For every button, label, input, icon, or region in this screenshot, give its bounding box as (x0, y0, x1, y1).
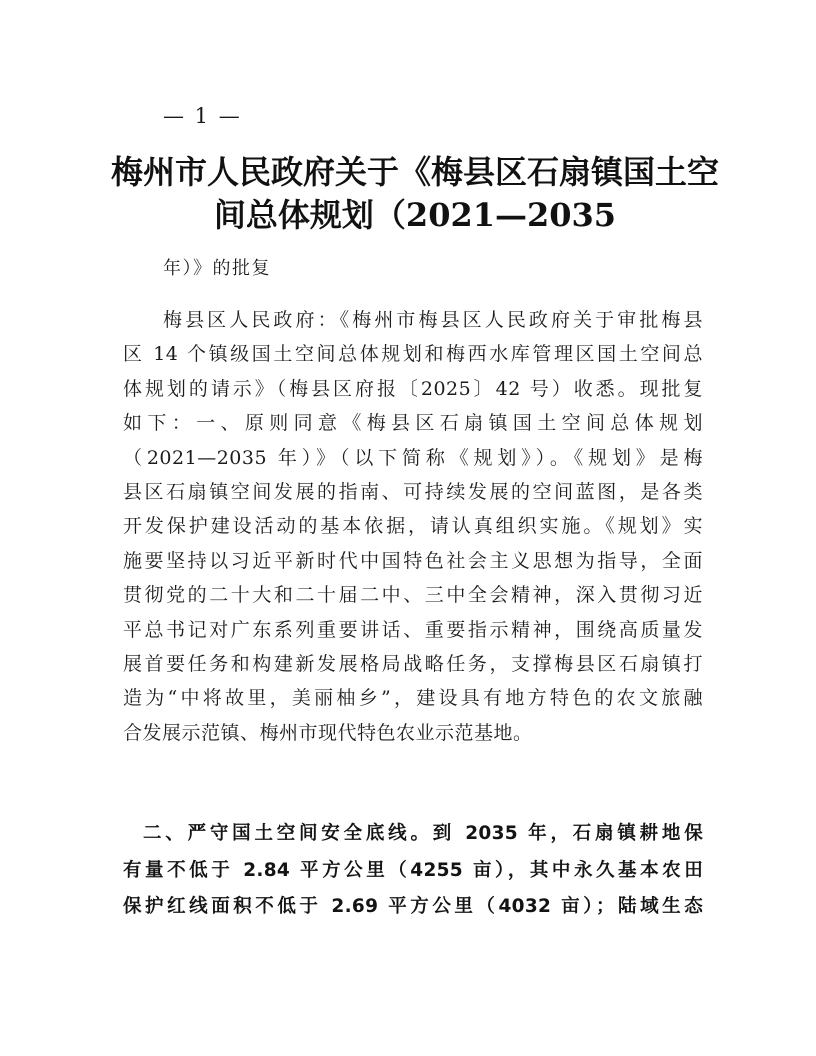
document-title-tail: 年）》的批复 (163, 258, 271, 279)
body-paragraph (123, 303, 703, 750)
body-line: 如下：一、原则同意《梅县区石扇镇国土空间总体规划 (123, 412, 703, 435)
body-line: 合发展示范镇、梅州市现代特色农业示范基地。 (123, 721, 533, 744)
document-title-line-1: 梅州市人民政府关于《梅县区石扇镇国土空 (110, 153, 719, 191)
body-line: 展首要任务和构建新发展格局战略任务，支撑梅县区石扇镇打 (123, 652, 703, 675)
page-number: — 1 — (163, 104, 242, 128)
body-line: 造为“中将故里，美丽柚乡”，建设具有地方特色的农文旅融 (123, 687, 703, 710)
document-title-line-2: 间总体规划（2021—2035 (213, 196, 617, 234)
body-line: 县区石扇镇空间发展的指南、可持续发展的空间蓝图，是各类 (123, 480, 703, 503)
body-line: 施要坚持以习近平新时代中国特色社会主义思想为指导，全面 (123, 549, 703, 572)
body-line: 开发保护建设活动的基本依据，请认真组织实施。《规划》实 (123, 515, 703, 538)
body-line: 贯彻党的二十大和二十届二中、三中全会精神，深入贯彻习近 (123, 584, 703, 607)
section-2-line: 二、严守国土空间安全底线。到 2035 年，石扇镇耕地保 (143, 823, 703, 844)
section-2-line: 保护红线面积不低于 2.69 平方公里（4032 亩）；陆域生态 (123, 896, 703, 917)
body-line: 梅县区人民政府：《梅州市梅县区人民政府关于审批梅县 (163, 309, 703, 331)
body-line: 平总书记对广东系列重要讲话、重要指示精神，围绕高质量发 (123, 618, 703, 641)
section-2-paragraph (123, 816, 703, 926)
body-line: （2021—2035 年）》（以下简称《规划》）。《规划》是梅 (123, 446, 703, 469)
body-line: 体规划的请示》（梅县区府报〔2025〕42 号）收悉。现批复 (123, 377, 703, 400)
section-2-line: 有量不低于 2.84 平方公里（4255 亩），其中永久基本农田 (123, 859, 703, 881)
body-line: 区 14 个镇级国土空间总体规划和梅西水库管理区国土空间总 (123, 343, 703, 366)
